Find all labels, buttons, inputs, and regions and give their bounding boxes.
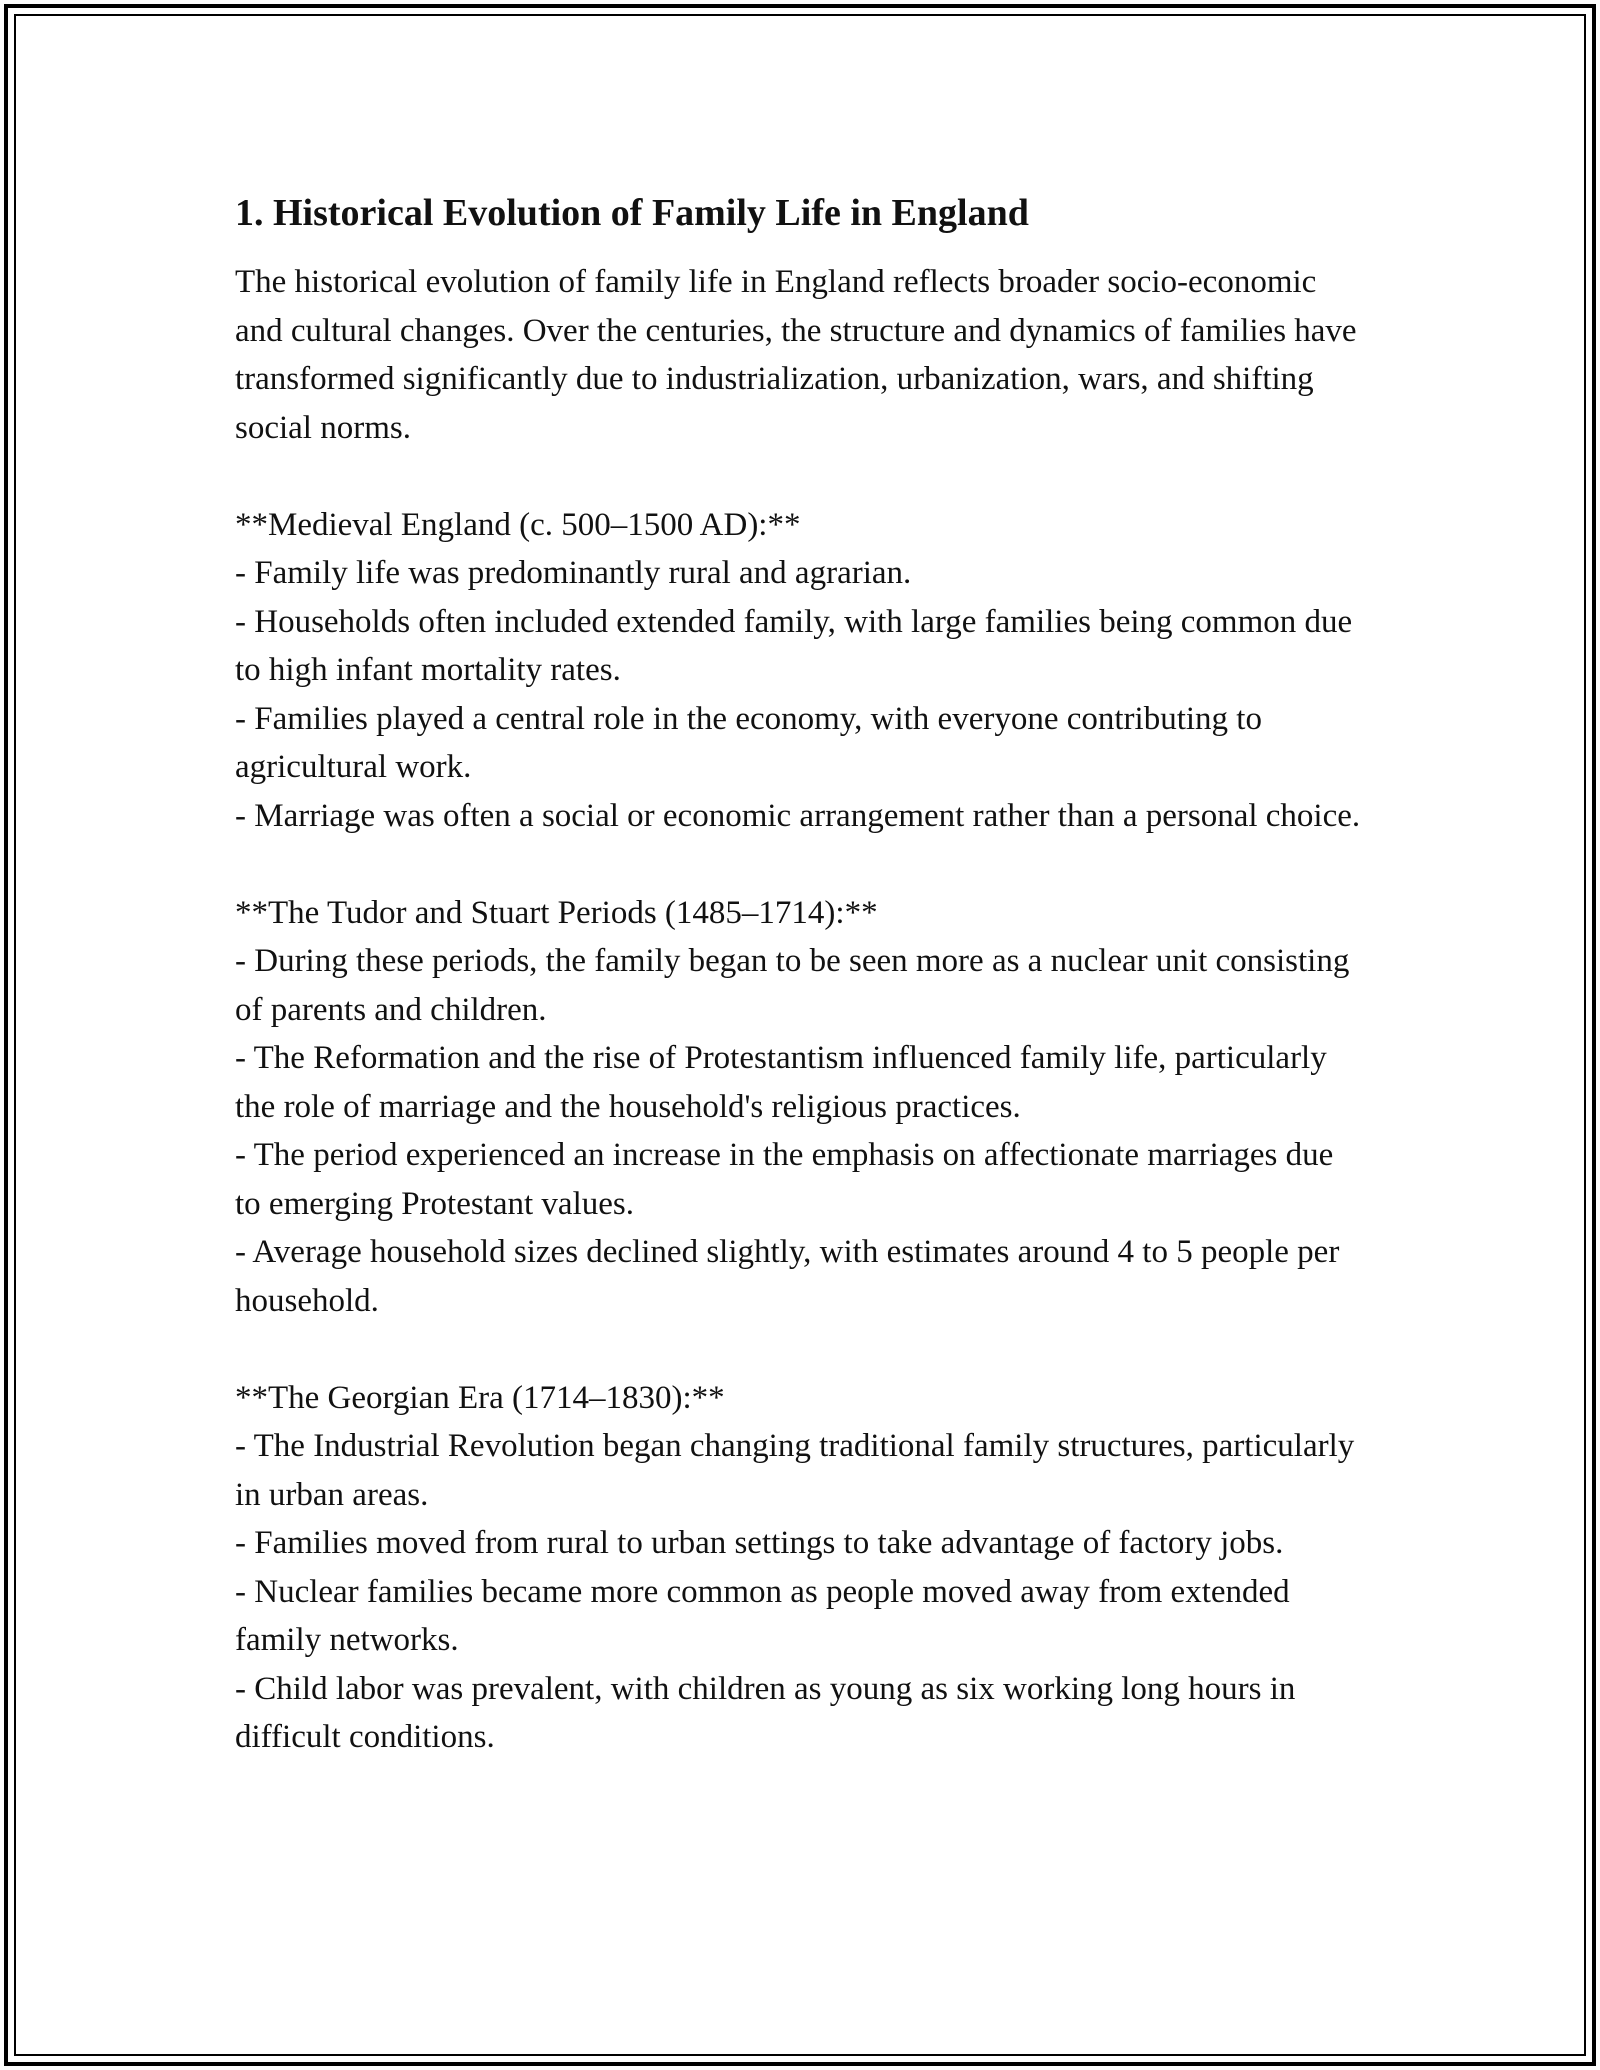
section-georgian <box>235 1374 1365 1762</box>
bullet-list <box>235 549 1365 840</box>
section-tudor-stuart <box>235 889 1365 1326</box>
bullet-list <box>235 1422 1365 1762</box>
section-heading: **The Tudor and Stuart Periods (1485–1714):** <box>235 894 878 931</box>
list-item: - Families moved from rural to urban settings to take advantage of factory jobs. <box>235 1525 1284 1561</box>
list-item: - The period experienced an increase in the emphasis on affectionate marriages due to emerging Protestant values. <box>235 1137 1334 1222</box>
list-item: - Marriage was often a social or economic arrangement rather than a personal choice. <box>235 797 1361 834</box>
list-item: - Nuclear families became more common as people moved away from extended family networks. <box>235 1573 1290 1658</box>
document-body <box>235 186 1365 1762</box>
list-item: - The Reformation and the rise of Protestantism influenced family life, particularly the role of marriage and the household's religious practices. <box>235 1040 1327 1125</box>
list-item: - Child labor was prevalent, with children as young as six working long hours in difficult conditions. <box>235 1670 1296 1755</box>
bullet-list <box>235 937 1365 1325</box>
list-item: - Families played a central role in the economy, with everyone contributing to agricultural work. <box>235 700 1262 785</box>
list-item: - During these periods, the family began to be seen more as a nuclear unit consisting of parents and children. <box>235 943 1350 1028</box>
section-heading: **The Georgian Era (1714–1830):** <box>235 1379 725 1416</box>
list-item: - Households often included extended family, with large families being common due to high infant mortality rates. <box>235 603 1353 688</box>
list-item: - Family life was predominantly rural and agrarian. <box>235 555 912 591</box>
list-item: - Average household sizes declined slightly, with estimates around 4 to 5 people per household. <box>235 1234 1340 1319</box>
list-item: - The Industrial Revolution began changing traditional family structures, particularly in urban areas. <box>235 1428 1355 1513</box>
intro-paragraph: The historical evolution of family life in England reflects broader socio-economic and cultural changes. Over the centuries, the structure and dynamics of families have transformed significantly due to industrialization, urbanization, wars, and shifting social norms. <box>235 264 1357 446</box>
section-medieval <box>235 501 1365 841</box>
document-title: 1. Historical Evolution of Family Life in England <box>235 192 1029 234</box>
section-heading: **Medieval England (c. 500–1500 AD):** <box>235 506 801 543</box>
